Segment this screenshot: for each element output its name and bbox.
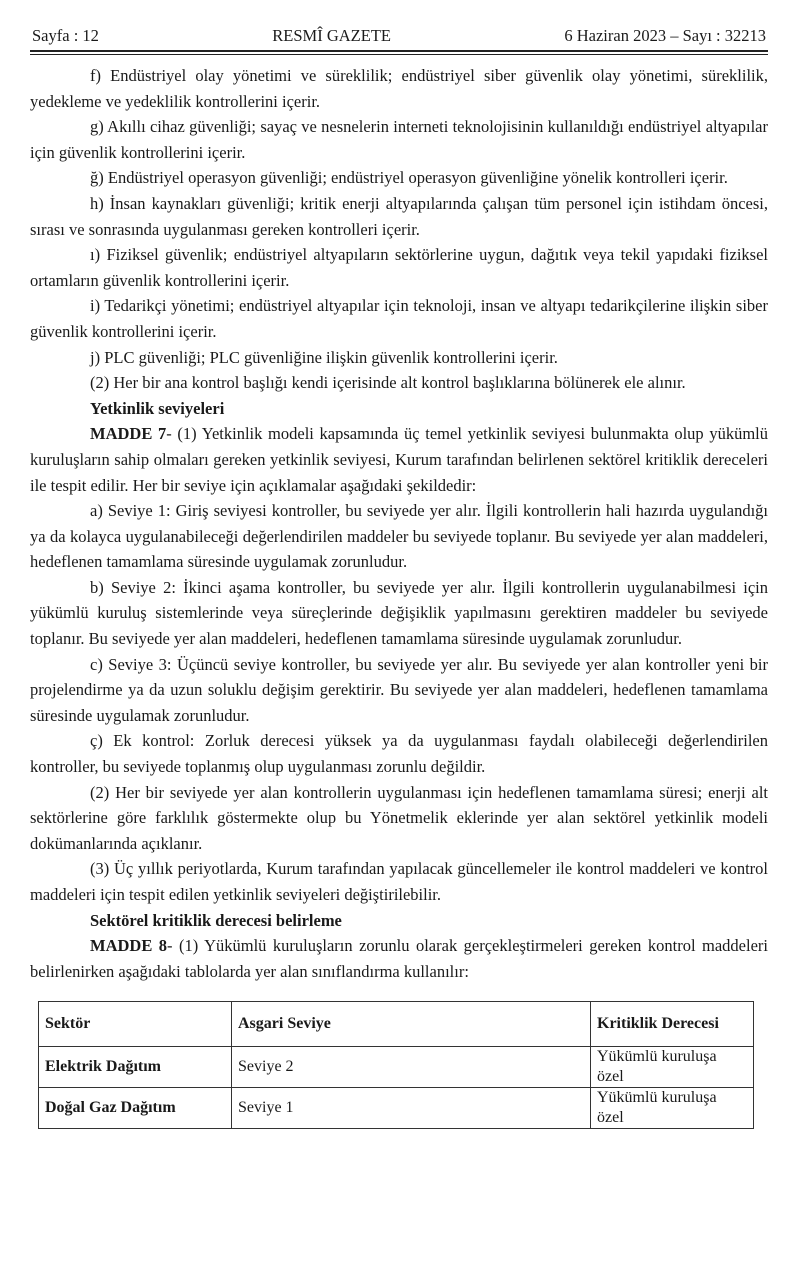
- table-header-row: [39, 1002, 754, 1047]
- article-7-clause-3: (3) Üç yıllık periyotlarda, Kurum tarafından yapılacak güncellemeler ile kontrol maddeleri ve kontrol maddeleri için tespit edilen yetkinlik seviyeleri değiştirilebilir.: [30, 859, 768, 904]
- article-8-text: - (1) Yükümlü kuruluşların zorunlu olarak gerçekleştirmeleri gereken kontrol maddeleri belirlenirken aşağıdaki tablolarda yer alan sınıflandırma kullanılır:: [30, 936, 768, 981]
- section-heading-criticality: Sektörel kritiklik derecesi belirleme: [90, 910, 342, 930]
- document-body: [30, 63, 768, 984]
- paragraph-j: j) PLC güvenliği; PLC güvenliğine ilişkin güvenlik kontrollerini içerir.: [90, 347, 558, 367]
- section-heading-competency: Yetkinlik seviyeleri: [90, 398, 225, 418]
- publication-title: RESMÎ GAZETE: [272, 26, 391, 45]
- paragraph-h: h) İnsan kaynakları güvenliği; kritik enerji altyapılarında çalışan tüm personel için istihdam öncesi, sırası ve sonrasında uygulanması gereken kontrolleri içerir.: [30, 193, 768, 239]
- article-7-paragraph: [30, 421, 768, 498]
- gazette-page: [30, 26, 768, 1129]
- extra-control-paragraph: ç) Ek kontrol: Zorluk derecesi yüksek ya da uygulanması faydalı olabileceği değerlendirilen kontroller, bu seviyede toplanmış olup uygulanması zorunlu değildir.: [30, 731, 768, 777]
- article-8-label: MADDE 8: [90, 936, 168, 956]
- table-cell-criticality: Yükümlü kuruluşa özel: [591, 1047, 754, 1088]
- level-2-paragraph: b) Seviye 2: İkinci aşama kontroller, bu seviyede yer alır. İlgili kontrollerin uygulanabilmesi için yükümlü kuruluş sistemlerinde veya süreçlerinde değişiklik yapılmasını gerektiren maddeler bu seviyede toplanır. Bu seviyede yer alan maddeleri, hedeflenen tamamlama süresinde uygulamak zorunludur.: [30, 577, 768, 649]
- table-cell-sector: Doğal Gaz Dağıtım: [39, 1088, 232, 1129]
- paragraph-f: f) Endüstriyel olay yönetimi ve süreklilik; endüstriyel siber güvenlik olay yönetimi, süreklilik, yedekleme ve yedeklilik kontrollerini içerir.: [30, 66, 768, 111]
- level-3-paragraph: c) Seviye 3: Üçüncü seviye kontroller, bu seviyede yer alır. Bu seviyede yer alan kontroller yeni bir projelendirme ya da uzun soluklu değişim gerektirir. Bu seviyede yer alan maddeleri, hedeflenen tamamlama süresinde uygulamak zorunludur.: [30, 654, 768, 725]
- level-1-paragraph: a) Seviye 1: Giriş seviyesi kontroller, bu seviyede yer alır. İlgili kontrollerin hali hazırda uygulandığı ya da kolayca uygulanabileceği değerlendirilen maddeler bu seviyede toplanır. Bu seviyede yer alan maddeleri, hedeflenen tamamlama süresinde uygulamak zorunludur.: [30, 501, 768, 572]
- header-rule-thick: [30, 50, 768, 52]
- article-7-clause-2: (2) Her bir seviyede yer alan kontrollerin uygulanması için hedeflenen tamamlama süresi; enerji alt sektörlerine göre farklılık göstermekte olup bu Yönetmelik eklerinde yer alan sektörel yetkinlik modeli dokümanlarında açıklanır.: [30, 782, 768, 853]
- paragraph-i-dotless: ı) Fiziksel güvenlik; endüstriyel altyapıların sektörlerine uygun, dağıtık veya tekil yapıdaki fiziksel ortamların güvenlik kontrollerini içerir.: [30, 245, 768, 290]
- column-header-min-level: Asgari Seviye: [232, 1002, 591, 1047]
- paragraph-g: g) Akıllı cihaz güvenliği; sayaç ve nesnelerin interneti teknolojisinin kullanıldığı endüstriyel altyapılar için güvenlik kontrollerini içerir.: [30, 117, 768, 162]
- table-row: [39, 1047, 754, 1088]
- header-rule-thin: [30, 54, 768, 55]
- page-header: [30, 26, 768, 46]
- paragraph-i: i) Tedarikçi yönetimi; endüstriyel altyapılar için teknoloji, insan ve altyapı tedarikçilerine ilişkin siber güvenlik kontrollerini içerir.: [30, 296, 768, 341]
- paragraph-clause-2: (2) Her bir ana kontrol başlığı kendi içerisinde alt kontrol başlıklarına bölünerek ele alınır.: [90, 373, 686, 393]
- table-cell-level: Seviye 1: [232, 1088, 591, 1129]
- issue-date: 6 Haziran 2023 – Sayı : 32213: [564, 26, 766, 45]
- paragraph-gg: ğ) Endüstriyel operasyon güvenliği; endüstriyel operasyon güvenliğine yönelik kontrolleri içerir.: [90, 168, 728, 188]
- article-8-paragraph: [30, 933, 768, 984]
- column-header-sector: Sektör: [39, 1002, 232, 1047]
- article-7-text: - (1) Yetkinlik modeli kapsamında üç temel yetkinlik seviyesi bulunmakta olup yükümlü kuruluşların sahip olmaları gereken yetkinlik seviyesi, Kurum tarafından belirlenen sektörel kritiklik dereceleri ile tespit edilir. Her bir seviye için açıklamalar aşağıdaki şekildedir:: [30, 424, 768, 495]
- criticality-table: [38, 1001, 754, 1129]
- article-7-label: MADDE 7: [90, 424, 167, 444]
- table-row: [39, 1088, 754, 1129]
- table-cell-criticality: Yükümlü kuruluşa özel: [591, 1088, 754, 1129]
- table-cell-level: Seviye 2: [232, 1047, 591, 1088]
- table-cell-sector: Elektrik Dağıtım: [39, 1047, 232, 1088]
- column-header-criticality: Kritiklik Derecesi: [591, 1002, 754, 1047]
- page-number: Sayfa : 12: [32, 26, 99, 45]
